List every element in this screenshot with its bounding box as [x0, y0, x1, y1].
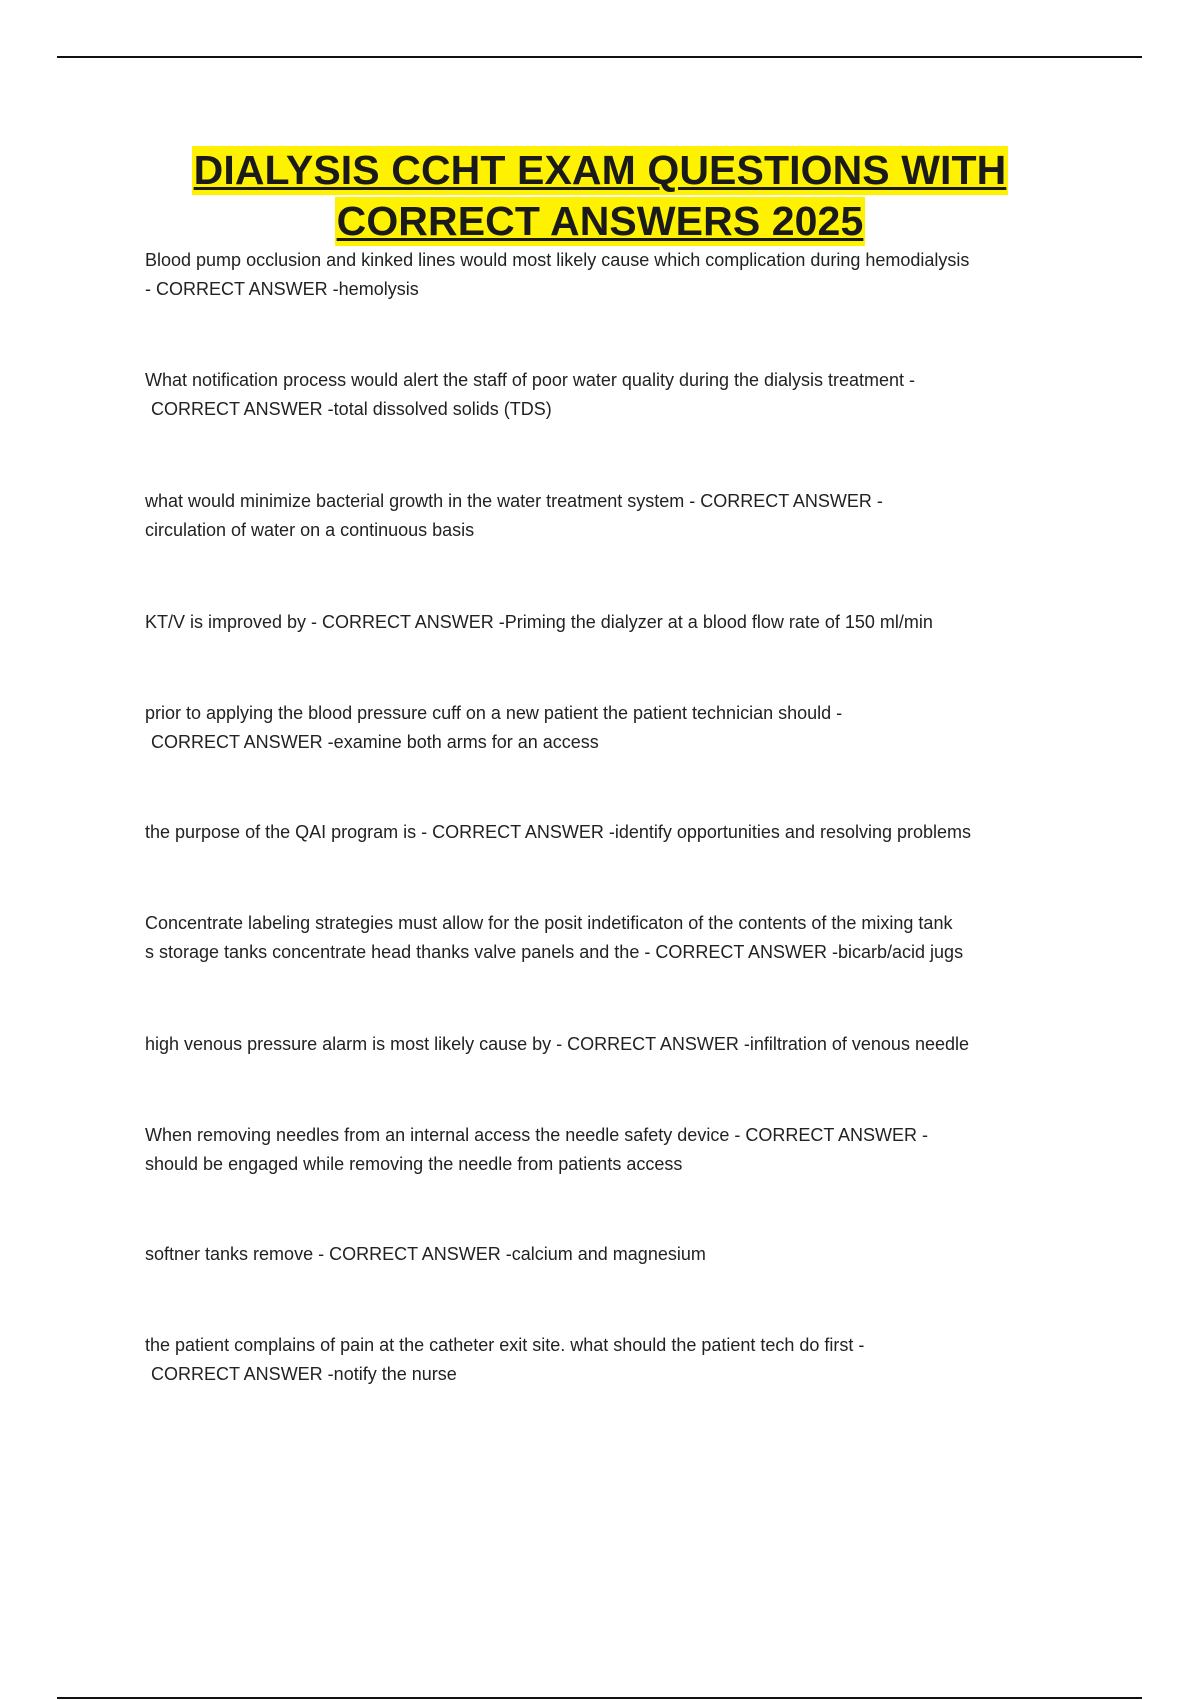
document-title [0, 146, 1200, 246]
qa-answer: CORRECT ANSWER -notify the nurse [151, 1364, 457, 1384]
title-line-2: CORRECT ANSWERS 2025 [336, 198, 864, 244]
qa-item-2 [145, 366, 1095, 424]
qa-item-5 [145, 699, 1095, 757]
qa-answer: circulation of water on a continuous basis [145, 520, 475, 540]
qa-answer: CORRECT ANSWER -examine both arms for an access [151, 732, 599, 752]
qa-item-7 [145, 909, 1095, 967]
qa-question: the purpose of the QAI program is - CORRECT ANSWER -identify opportunities and resolving problems [145, 822, 972, 842]
qa-item-8 [145, 1030, 1095, 1059]
qa-item-9 [145, 1121, 1095, 1179]
qa-question: what would minimize bacterial growth in the water treatment system - CORRECT ANSWER - [145, 491, 883, 511]
qa-answer: should be engaged while removing the needle from patients access [145, 1154, 683, 1174]
qa-item-3 [145, 487, 1095, 545]
qa-question: prior to applying the blood pressure cuff on a new patient the patient technician should - [145, 703, 843, 723]
qa-item-4 [145, 608, 1095, 637]
title-line-1: DIALYSIS CCHT EXAM QUESTIONS WITH [193, 147, 1007, 193]
qa-item-10 [145, 1240, 1095, 1269]
qa-question: softner tanks remove - CORRECT ANSWER -calcium and magnesium [145, 1244, 706, 1264]
bottom-rule [57, 1697, 1142, 1699]
qa-item-11 [145, 1331, 1095, 1389]
qa-item-1 [145, 246, 1095, 304]
qa-question: KT/V is improved by - CORRECT ANSWER -Priming the dialyzer at a blood flow rate of 150 ml/min [145, 612, 933, 632]
qa-question: When removing needles from an internal access the needle safety device - CORRECT ANSWER - [145, 1125, 928, 1145]
qa-item-6 [145, 818, 1095, 847]
qa-question: the patient complains of pain at the catheter exit site. what should the patient tech do first - [145, 1335, 865, 1355]
qa-question: What notification process would alert the staff of poor water quality during the dialysis treatment - [145, 370, 916, 390]
qa-question: Concentrate labeling strategies must allow for the posit indetificaton of the contents of the mixing tank [145, 913, 953, 933]
qa-question: high venous pressure alarm is most likely cause by - CORRECT ANSWER -infiltration of venous needle [145, 1034, 970, 1054]
qa-question: Blood pump occlusion and kinked lines would most likely cause which complication during hemodialysis [145, 250, 970, 270]
top-rule [57, 56, 1142, 58]
qa-answer: s storage tanks concentrate head thanks valve panels and the - CORRECT ANSWER -bicarb/acid jugs [145, 942, 964, 962]
qa-answer: CORRECT ANSWER -total dissolved solids (TDS) [151, 399, 552, 419]
qa-answer: - CORRECT ANSWER -hemolysis [145, 279, 419, 299]
